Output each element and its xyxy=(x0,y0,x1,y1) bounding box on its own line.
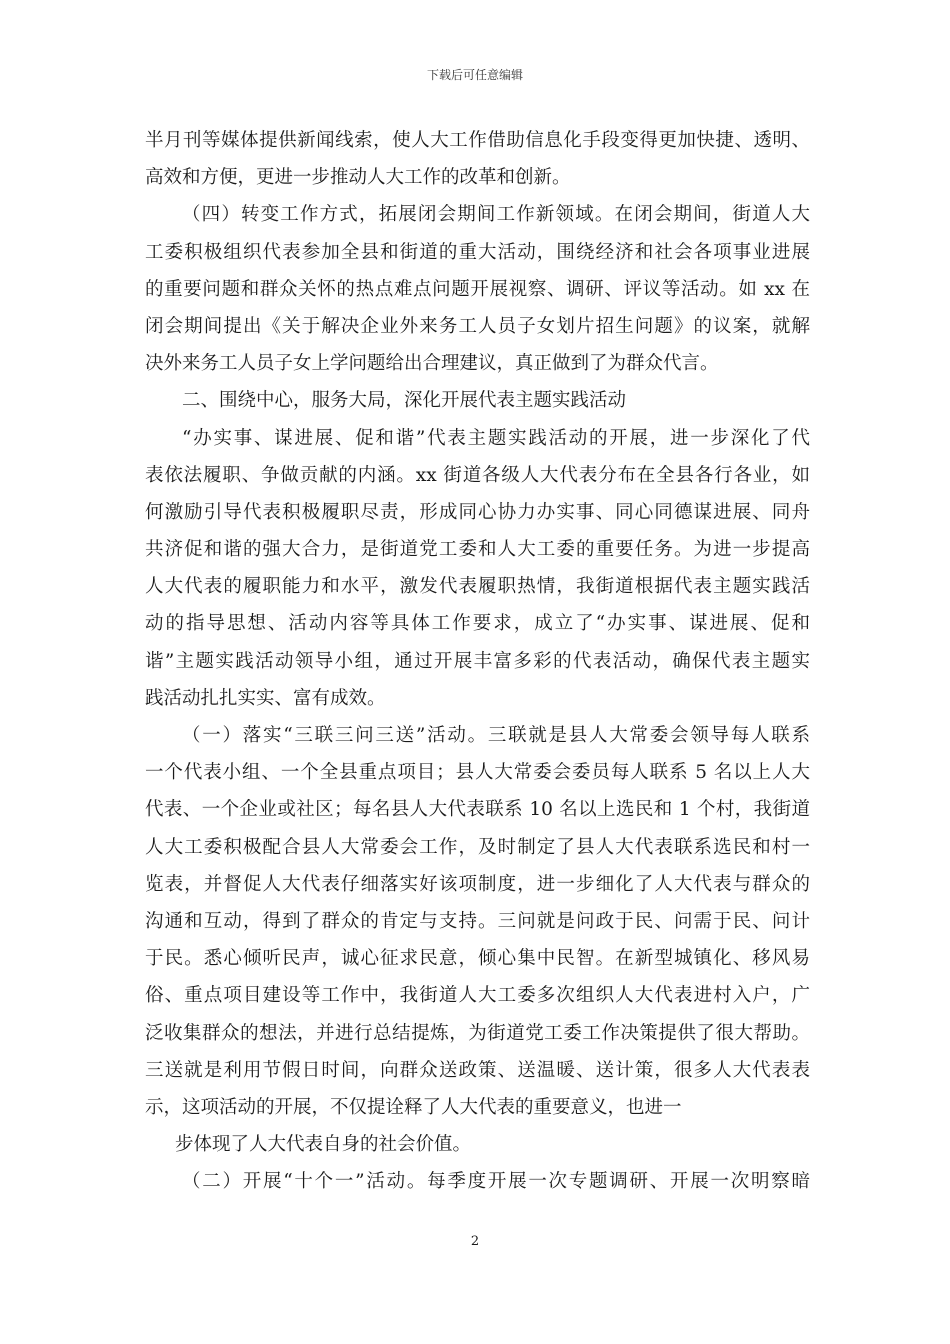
text-line: 工委积极组织代表参加全县和街道的重大活动，围绕经济和社会各项事业进展 xyxy=(145,241,810,263)
text-line: 半月刊等媒体提供新闻线索，使人大工作借助信息化手段变得更加快捷、透明、 xyxy=(145,130,810,151)
text-line: 一个代表小组、一个全县重点项目；县人大常委会委员每人联系 5 名以上人大 xyxy=(145,762,810,784)
page-header: 下载后可任意编辑 xyxy=(426,68,523,82)
text-line: 步体现了人大代表自身的社会价值。 xyxy=(175,1134,472,1156)
text-line: 俗、重点项目建设等工作中，我街道人大工委多次组织人大代表进村入户，广 xyxy=(145,985,810,1007)
text-line: 践活动扎扎实实、富有成效。 xyxy=(145,687,386,709)
text-line: 泛收集群众的想法，并进行总结提炼，为街道党工委工作决策提供了很大帮助。 xyxy=(145,1022,810,1044)
text-line: 代表、一个企业或社区；每名县人大代表联系 10 名以上选民和 1 个村，我街道 xyxy=(145,799,810,821)
text-line: 高效和方便，更进一步推动人大工作的改革和创新。 xyxy=(145,167,571,189)
text-line: 沟通和互动，得到了群众的肯定与支持。三问就是问政于民、问需于民、问计 xyxy=(145,910,810,932)
text-line: 示，这项活动的开展，不仅提诠释了人大代表的重要意义，也进一 xyxy=(145,1096,682,1118)
text-line: 何激励引导代表积极履职尽责，形成同心协力办实事、同心同德谋进展、同舟 xyxy=(145,501,810,523)
document-body xyxy=(145,122,810,1200)
text-line: 表依法履职、争做贡献的内涵。xx 街道各级人大代表分布在全县各行各业，如 xyxy=(145,464,810,486)
text-line: 决外来务工人员子女上学问题给出合理建议，真正做到了为群众代言。 xyxy=(145,353,719,375)
text-line: 人大工委积极配合县人大常委会工作，及时制定了县人大代表联系选民和村一 xyxy=(145,836,810,858)
text-line: 闭会期间提出《关于解决企业外来务工人员子女划片招生问题》的议案，就解 xyxy=(145,315,810,337)
section-heading: 二、围绕中心，服务大局，深化开展代表主题实践活动 xyxy=(182,390,627,412)
text-line: （一）落实“三联三问三送”活动。三联就是县人大常委会领导每人联系 xyxy=(182,725,810,746)
text-line: （二）开展“十个一”活动。每季度开展一次专题调研、开展一次明察暗 xyxy=(182,1171,810,1193)
page-number: 2 xyxy=(470,1234,480,1249)
text-line: 人大代表的履职能力和水平，激发代表履职热情，我街道根据代表主题实践活 xyxy=(145,576,810,598)
text-line: 共济促和谐的强大合力，是街道党工委和人大工委的重要任务。为进一步提高 xyxy=(145,539,810,561)
text-line: 三送就是利用节假日时间，向群众送政策、送温暖、送计策，很多人大代表表 xyxy=(145,1059,810,1081)
text-line: 谐”主题实践活动领导小组，通过开展丰富多彩的代表活动，确保代表主题实 xyxy=(145,650,810,672)
text-line: 的重要问题和群众关怀的热点难点问题开展视察、调研、评议等活动。如 xx 在 xyxy=(145,278,810,300)
text-line: 动的指导思想、活动内容等具体工作要求，成立了“办实事、谋进展、促和 xyxy=(145,613,810,635)
text-line: 于民。悉心倾听民声，诚心征求民意，倾心集中民智。在新型城镇化、移风易 xyxy=(145,948,810,970)
text-line: “办实事、谋进展、促和谐”代表主题实践活动的开展，进一步深化了代 xyxy=(182,427,810,449)
text-line: （四）转变工作方式，拓展闭会期间工作新领域。在闭会期间，街道人大 xyxy=(182,204,810,226)
text-line: 览表，并督促人大代表仔细落实好该项制度，进一步细化了人大代表与群众的 xyxy=(145,873,810,895)
